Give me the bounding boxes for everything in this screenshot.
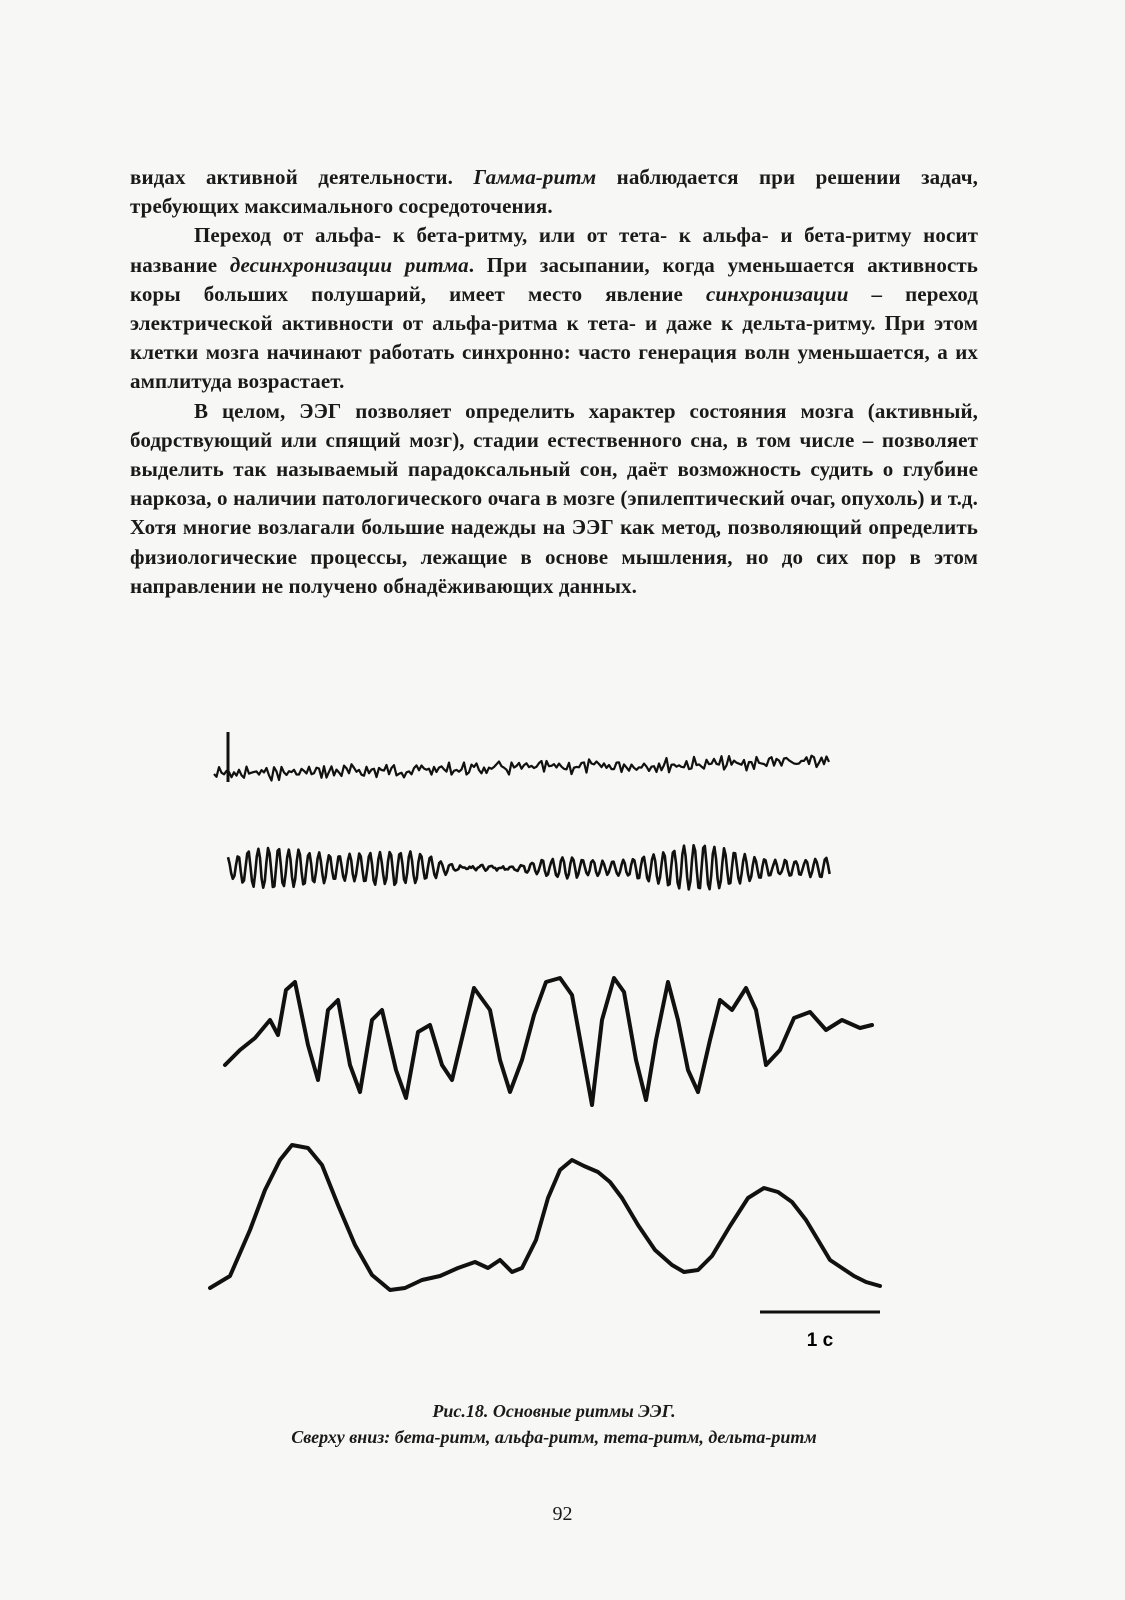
alpha-rhythm-trace (228, 845, 830, 889)
beta-rhythm-trace (214, 756, 829, 781)
delta-rhythm-trace (210, 1145, 880, 1290)
term-synchronization: синхронизации (705, 281, 849, 306)
paragraph-1: видах активной деятельности. Гамма-ритм наблюдается при решении задач, требующих максимального сосредоточения. (130, 165, 978, 219)
time-scale-label: 1 с (806, 1330, 834, 1351)
page-number: 92 (552, 1503, 573, 1525)
body-text (130, 163, 978, 601)
caption-subtitle: Сверху вниз: бета-ритм, альфа-ритм, тета-ритм, дельта-ритм (291, 1427, 817, 1447)
term-desynchronization: десинхронизации ритма (229, 252, 469, 277)
term-gamma-rhythm: Гамма-ритм (473, 165, 597, 189)
caption-title: Рис.18. Основные ритмы ЭЭГ. (432, 1401, 676, 1421)
paragraph-2: Переход от альфа- к бета-ритму, или от тета- к альфа- и бета-ритму носит название десинхронизации ритма. При засыпании, когда уменьшается активность коры больших полушарий, имеет место явление синхронизации – переход электрической активности от альфа-ритма к тета- и даже к дельта-ритму. При этом клетки мозга начинают работать синхронно: часто генерация волн уменьшается, а их амплитуда возрастает. (130, 223, 978, 394)
figure-caption (130, 1398, 978, 1450)
theta-rhythm-trace (225, 978, 872, 1105)
eeg-figure (200, 720, 900, 1360)
paragraph-3: В целом, ЭЭГ позволяет определить характер состояния мозга (активный, бодрствующий или спящий мозг), стадии естественного сна, в том числе – позволяет выделить так называемый парадоксальный сон, даёт возможность судить о глубине наркоза, о наличии патологического очага в мозге (эпилептический очаг, опухоль) и т.д. Хотя многие возлагали большие надежды на ЭЭГ как метод, позволяющий определить физиологические процессы, лежащие в основе мышления, но до сих пор в этом направлении не получено обнадёживающих данных. (130, 398, 978, 598)
eeg-traces-svg (200, 720, 900, 1360)
